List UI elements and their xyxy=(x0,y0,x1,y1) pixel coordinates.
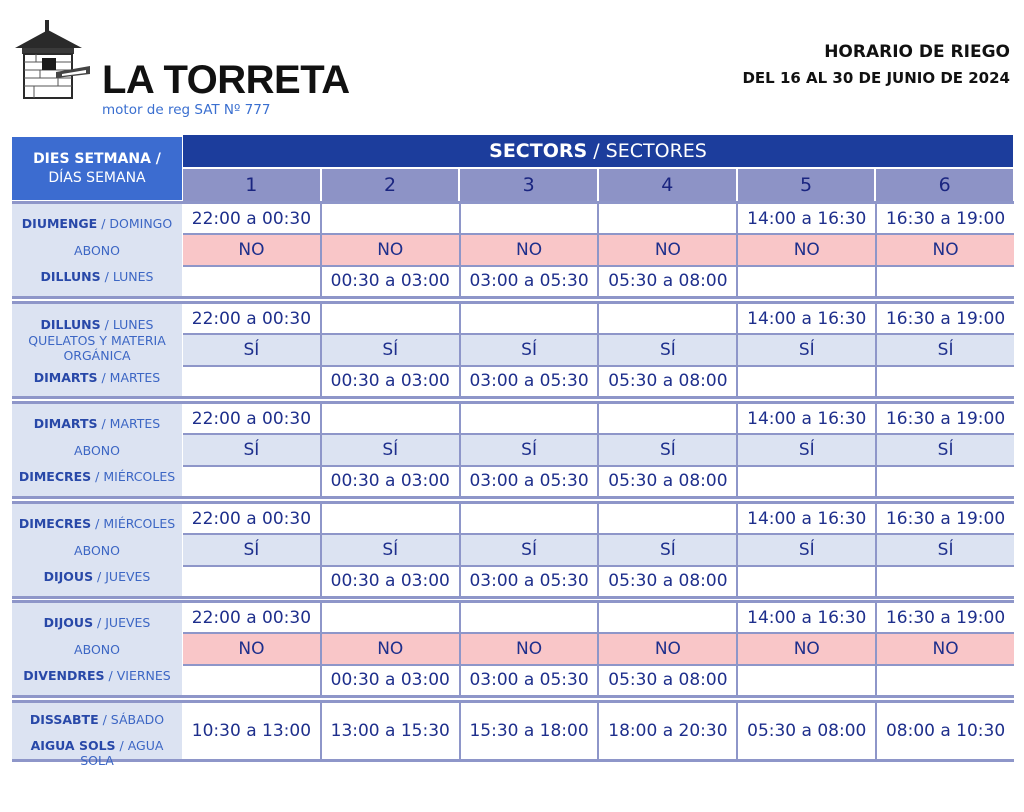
treatment-label: ABONO xyxy=(74,443,120,458)
fertilizer-cell: SÍ xyxy=(461,535,598,564)
schedule-grid xyxy=(183,504,1014,596)
day-labels xyxy=(12,304,182,396)
day-name-es: MIÉRCOLES xyxy=(103,516,176,531)
day-label: DIVENDRES / VIERNES xyxy=(23,668,171,683)
day-name-es: MARTES xyxy=(109,416,161,431)
time-cell: 03:00 a 05:30 xyxy=(461,666,598,695)
day-name-ca: DIMECRES xyxy=(18,469,92,484)
fertilizer-cell: NO xyxy=(738,634,875,663)
time-cell xyxy=(599,304,736,333)
time-cell: 00:30 a 03:00 xyxy=(322,367,459,396)
day-label: DISSABTE / SÁBADO xyxy=(29,712,165,727)
sector-number: 6 xyxy=(876,169,1013,201)
time-cell xyxy=(322,304,459,333)
sector-number: 3 xyxy=(460,169,599,201)
time-cell: 16:30 a 19:00 xyxy=(877,304,1014,333)
schedule-grid xyxy=(183,304,1014,396)
day-label: DIJOUS / JUEVES xyxy=(43,569,151,584)
time-cell: 05:30 a 08:00 xyxy=(599,467,736,496)
company-logo xyxy=(12,18,350,118)
time-cell: 00:30 a 03:00 xyxy=(322,267,459,296)
time-cell xyxy=(738,267,875,296)
sector-numbers-row xyxy=(183,169,1013,201)
fertilizer-cell: SÍ xyxy=(599,335,736,364)
time-cell xyxy=(322,603,459,632)
time-cell xyxy=(877,467,1014,496)
time-cell xyxy=(461,404,598,433)
time-cell: 16:30 a 19:00 xyxy=(877,404,1014,433)
day-label: DILLUNS / LUNES xyxy=(40,269,154,284)
fertilizer-cell: SÍ xyxy=(322,435,459,464)
time-cell: 05:30 a 08:00 xyxy=(599,267,736,296)
fertilizer-cell: SÍ xyxy=(461,335,598,364)
treatment-label: ABONO xyxy=(74,243,120,258)
sectors-header-separator: / xyxy=(587,140,606,162)
time-cell xyxy=(877,567,1014,596)
time-cell: 16:30 a 19:00 xyxy=(877,204,1014,233)
fertilizer-cell: SÍ xyxy=(599,535,736,564)
time-cell: 22:00 a 00:30 xyxy=(183,304,320,333)
day-label: DILLUNS / LUNES xyxy=(40,317,154,332)
fertilizer-cell: NO xyxy=(322,634,459,663)
time-cell: 05:30 a 08:00 xyxy=(599,666,736,695)
day-name-es: MIÉRCOLES xyxy=(103,469,176,484)
time-cell: 10:30 a 13:00 xyxy=(183,703,320,759)
day-labels xyxy=(12,603,182,695)
fertilizer-cell: NO xyxy=(183,235,320,264)
day-label: DIMECRES / MIÉRCOLES xyxy=(18,516,176,531)
schedule-block xyxy=(12,301,1014,399)
fertilizer-cell: SÍ xyxy=(599,435,736,464)
time-cell: 14:00 a 16:30 xyxy=(738,603,875,632)
fertilizer-cell: NO xyxy=(461,235,598,264)
schedule-block xyxy=(12,201,1014,299)
time-cell: 14:00 a 16:30 xyxy=(738,204,875,233)
schedule-grid xyxy=(183,404,1014,496)
day-name-es: MARTES xyxy=(109,370,161,385)
schedule-grid xyxy=(183,603,1014,695)
time-cell: 00:30 a 03:00 xyxy=(322,567,459,596)
fertilizer-cell: NO xyxy=(877,634,1014,663)
days-header-ca: DIES SETMANA / xyxy=(33,150,161,167)
time-cell: 03:00 a 05:30 xyxy=(461,267,598,296)
treatment-label: QUELATOS Y MATERIA ORGÁNICA xyxy=(28,333,166,363)
water-label-ca: AIGUA SOLS xyxy=(30,738,116,753)
sector-number: 5 xyxy=(738,169,877,201)
water-label-es: AGUA SOLA xyxy=(80,738,164,768)
time-cell xyxy=(183,367,320,396)
time-cell xyxy=(738,467,875,496)
time-cell xyxy=(183,666,320,695)
time-cell xyxy=(461,603,598,632)
schedule-grid xyxy=(183,204,1014,296)
saturday-block xyxy=(12,700,1014,768)
time-cell: 22:00 a 00:30 xyxy=(183,204,320,233)
time-cell xyxy=(322,404,459,433)
fertilizer-cell: NO xyxy=(322,235,459,264)
water-label: AIGUA SOLS / AGUA SOLA xyxy=(30,738,164,768)
tower-icon xyxy=(12,18,92,102)
time-cell: 22:00 a 00:30 xyxy=(183,404,320,433)
sectors-header xyxy=(183,135,1013,167)
fertilizer-cell: NO xyxy=(599,235,736,264)
time-cell: 13:00 a 15:30 xyxy=(322,703,459,759)
day-labels xyxy=(12,404,182,496)
time-cell: 05:30 a 08:00 xyxy=(599,367,736,396)
day-name-ca: DILLUNS xyxy=(40,317,101,332)
day-name-ca: DIJOUS xyxy=(43,615,94,630)
time-cell xyxy=(322,204,459,233)
schedule-block xyxy=(12,600,1014,698)
time-cell: 22:00 a 00:30 xyxy=(183,504,320,533)
time-cell xyxy=(877,666,1014,695)
day-name-es: SÁBADO xyxy=(110,712,165,727)
fertilizer-cell: NO xyxy=(738,235,875,264)
fertilizer-cell: SÍ xyxy=(183,335,320,364)
page-title: HORARIO DE RIEGO xyxy=(824,42,1010,62)
fertilizer-cell: SÍ xyxy=(877,335,1014,364)
sectors-header-es: SECTORES xyxy=(605,140,707,162)
time-cell: 16:30 a 19:00 xyxy=(877,504,1014,533)
fertilizer-cell: SÍ xyxy=(738,435,875,464)
time-cell xyxy=(461,504,598,533)
fertilizer-cell: NO xyxy=(877,235,1014,264)
fertilizer-cell: NO xyxy=(461,634,598,663)
days-header xyxy=(12,137,182,200)
sectors-header-ca: SECTORS xyxy=(489,140,588,162)
time-cell xyxy=(599,204,736,233)
time-cell: 18:00 a 20:30 xyxy=(599,703,736,759)
time-cell: 15:30 a 18:00 xyxy=(461,703,598,759)
fertilizer-cell: SÍ xyxy=(183,535,320,564)
day-name-ca: DIVENDRES xyxy=(23,668,105,683)
time-cell: 05:30 a 08:00 xyxy=(738,703,875,759)
time-cell xyxy=(738,666,875,695)
day-name-es: LUNES xyxy=(112,317,154,332)
day-labels xyxy=(12,703,182,768)
fertilizer-cell: SÍ xyxy=(738,535,875,564)
time-cell xyxy=(183,467,320,496)
day-name-ca: DIMARTS xyxy=(33,370,98,385)
time-cell xyxy=(461,204,598,233)
day-labels xyxy=(12,504,182,596)
schedule-block xyxy=(12,401,1014,499)
date-range: DEL 16 AL 30 DE JUNIO DE 2024 xyxy=(742,69,1010,87)
day-name-es: JUEVES xyxy=(105,615,151,630)
day-label: DIMARTS / MARTES xyxy=(33,416,161,431)
day-label: DIJOUS / JUEVES xyxy=(43,615,151,630)
time-cell: 05:30 a 08:00 xyxy=(599,567,736,596)
fertilizer-cell: SÍ xyxy=(877,535,1014,564)
day-name-ca: DISSABTE xyxy=(29,712,99,727)
time-cell: 03:00 a 05:30 xyxy=(461,567,598,596)
day-name-es: DOMINGO xyxy=(109,216,173,231)
saturday-times xyxy=(183,703,1014,759)
fertilizer-cell: NO xyxy=(183,634,320,663)
time-cell xyxy=(599,603,736,632)
time-cell xyxy=(461,304,598,333)
time-cell: 03:00 a 05:30 xyxy=(461,367,598,396)
fertilizer-cell: SÍ xyxy=(322,335,459,364)
logo-name: LA TORRETA xyxy=(102,58,350,102)
time-cell: 00:30 a 03:00 xyxy=(322,467,459,496)
day-labels xyxy=(12,204,182,296)
time-cell xyxy=(877,367,1014,396)
day-name-es: JUEVES xyxy=(105,569,151,584)
time-cell xyxy=(599,404,736,433)
day-name-ca: DIMECRES xyxy=(18,516,92,531)
time-cell: 08:00 a 10:30 xyxy=(877,703,1014,759)
time-cell xyxy=(877,267,1014,296)
time-cell: 22:00 a 00:30 xyxy=(183,603,320,632)
sector-number: 2 xyxy=(322,169,461,201)
day-name-ca: DIJOUS xyxy=(43,569,94,584)
day-name-es: VIERNES xyxy=(116,668,171,683)
day-name-ca: DIMARTS xyxy=(33,416,98,431)
day-label: DIUMENGE / DOMINGO xyxy=(21,216,173,231)
fertilizer-cell: SÍ xyxy=(322,535,459,564)
day-name-es: LUNES xyxy=(112,269,154,284)
day-label: DIMARTS / MARTES xyxy=(33,370,161,385)
fertilizer-cell: NO xyxy=(599,634,736,663)
time-cell xyxy=(322,504,459,533)
fertilizer-cell: SÍ xyxy=(183,435,320,464)
fertilizer-cell: SÍ xyxy=(738,335,875,364)
treatment-label: ABONO xyxy=(74,543,120,558)
logo-subtitle: motor de reg SAT Nº 777 xyxy=(102,102,271,118)
time-cell xyxy=(599,504,736,533)
time-cell: 14:00 a 16:30 xyxy=(738,404,875,433)
schedule-block xyxy=(12,501,1014,599)
treatment-label: ABONO xyxy=(74,642,120,657)
time-cell xyxy=(738,367,875,396)
time-cell: 00:30 a 03:00 xyxy=(322,666,459,695)
time-cell: 14:00 a 16:30 xyxy=(738,504,875,533)
time-cell: 16:30 a 19:00 xyxy=(877,603,1014,632)
day-name-ca: DILLUNS xyxy=(40,269,101,284)
fertilizer-cell: SÍ xyxy=(877,435,1014,464)
time-cell: 03:00 a 05:30 xyxy=(461,467,598,496)
time-cell xyxy=(183,567,320,596)
sector-number: 4 xyxy=(599,169,738,201)
time-cell xyxy=(183,267,320,296)
days-header-es: DÍAS SEMANA xyxy=(48,169,146,186)
day-name-ca: DIUMENGE xyxy=(21,216,98,231)
time-cell: 14:00 a 16:30 xyxy=(738,304,875,333)
sector-number: 1 xyxy=(183,169,322,201)
time-cell xyxy=(738,567,875,596)
day-label: DIMECRES / MIÉRCOLES xyxy=(18,469,176,484)
fertilizer-cell: SÍ xyxy=(461,435,598,464)
